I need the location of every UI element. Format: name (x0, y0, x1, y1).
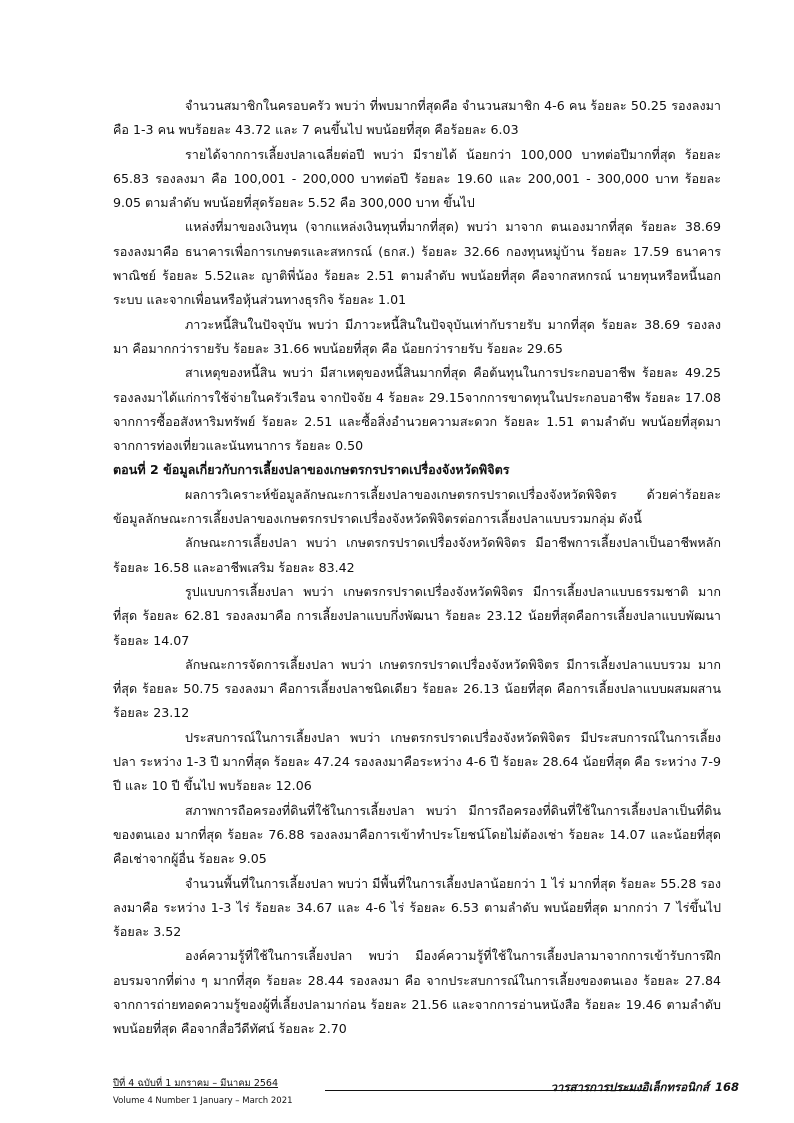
paragraph-funding-source: แหล่งที่มาของเงินทุน (จากแหล่งเงินทุนที่มากที่สุด) พบว่า มาจาก ตนเองมากที่สุด ร้อยละ 38.69 รองลงมาคือ ธนาคารเพื่อการเกษตรและสหกรณ์ (ธกส.) ร้อยละ 32.66 กองทุนหมู่บ้าน ร้อยละ 17.59 ธนาคารพาณิชย์ ร้อยละ 5.52และ ญาติพี่น้อง ร้อยละ 2.51 ตามลำดับ พบน้อยที่สุด คือจากสหกรณ์ นายทุนหรือหนี้นอกระบบ และจากเพื่อนหรือหุ้นส่วนทางธุรกิจ ร้อยละ 1.01 (113, 219, 721, 308)
section-heading: ตอนที่ 2 ข้อมูลเกี่ยวกับการเลี้ยงปลาของเกษตรกรปราดเปรื่องจังหวัดพิจิตร (113, 462, 510, 478)
paragraph-analysis-intro: ผลการวิเคราะห์ข้อมูลลักษณะการเลี้ยงปลาของเกษตรกรปราดเปรื่องจังหวัดพิจิตร ด้วยค่าร้อยละ ข้อมูลลักษณะการเลี้ยงปลาของเกษตรกรปราดเปรื่องจังหวัดพิจิตรต่อการเลี้ยงปลาแบบรวมกลุ่ม ดังนี้ (113, 486, 721, 527)
paragraph-farming-model: รูปแบบการเลี้ยงปลา พบว่า เกษตรกรปราดเปรื่องจังหวัดพิจิตร มีการเลี้ยงปลาแบบธรรมชาติ มากที่สุด ร้อยละ 62.81 รองลงมาคือ การเลี้ยงปลาแบบกึ่งพัฒนา ร้อยละ 23.12 น้อยที่สุดคือการเลี้ยงปลาแบบพัฒนา ร้อยละ 14.07 (113, 583, 721, 648)
paragraph-knowledge-source: องค์ความรู้ที่ใช้ในการเลี้ยงปลา พบว่า มีองค์ความรู้ที่ใช้ในการเลี้ยงปลามาจากการเข้ารับการฝึกอบรมจากที่ต่าง ๆ มากที่สุด ร้อยละ 28.44 รองลงมา คือ จากประสบการณ์ในการเลี้ยงของตนเอง ร้อยละ 27.84 จากการถ่ายทอดความรู้ของผู้ที่เลี้ยงปลามาก่อน ร้อยละ 21.56 และจากการอ่านหนังสือ ร้อยละ 19.46 ตามลำดับ พบน้อยที่สุด คือจากสื่อวีดีทัศน์ ร้อยละ 2.70 (113, 948, 721, 1037)
paragraph-family-members: จำนวนสมาชิกในครอบครัว พบว่า ที่พบมากที่สุดคือ จำนวนสมาชิก 4-6 คน ร้อยละ 50.25 รองลงมาคือ 1-3 คน พบร้อยละ 43.72 และ 7 คนขึ้นไป พบน้อยที่สุด คือร้อยละ 6.03 (113, 98, 721, 138)
paragraph-experience: ประสบการณ์ในการเลี้ยงปลา พบว่า เกษตรกรปราดเปรื่องจังหวัดพิจิตร มีประสบการณ์ในการเลี้ยงปลา ระหว่าง 1-3 ปี มากที่สุด ร้อยละ 47.24 รองลงมาคือระหว่าง 4-6 ปี ร้อยละ 28.64 น้อยที่สุด คือ ระหว่าง 7-9 ปี และ 10 ปี ขึ้นไป พบร้อยละ 12.06 (113, 729, 721, 794)
paragraph-farming-management: ลักษณะการจัดการเลี้ยงปลา พบว่า เกษตรกรปราดเปรื่องจังหวัดพิจิตร มีการเลี้ยงปลาแบบรวม มากที่สุด ร้อยละ 50.75 รองลงมา คือการเลี้ยงปลาชนิดเดียว ร้อยละ 26.13 น้อยที่สุด คือการเลี้ยงปลาแบบผสมผสาน ร้อยละ 23.12 (113, 656, 721, 721)
paragraph-fish-income: รายได้จากการเลี้ยงปลาเฉลี่ยต่อปี พบว่า มีรายได้ น้อยกว่า 100,000 บาทต่อปีมากที่สุด ร้อยละ 65.83 รองลงมา คือ 100,001 - 200,000 บาทต่อปี ร้อยละ 19.60 และ 200,001 - 300,000 บาท ร้อยละ 9.05 ตามลำดับ พบน้อยที่สุดร้อยละ 5.52 คือ 300,000 บาท ขึ้นไป (113, 146, 721, 211)
paragraph-current-debt: ภาวะหนี้สินในปัจจุบัน พบว่า มีภาวะหนี้สินในปัจจุบันเท่ากับรายรับ มากที่สุด ร้อยละ 38.69 รองลงมา คือมากกว่ารายรับ ร้อยละ 31.66 พบน้อยที่สุด คือ น้อยกว่ารายรับ ร้อยละ 29.65 (113, 316, 721, 356)
footer-issue-english: Volume 4 Number 1 January – March 2021 (113, 1096, 293, 1106)
paragraph-farming-type: ลักษณะการเลี้ยงปลา พบว่า เกษตรกรปราดเปรื่องจังหวัดพิจิตร มีอาชีพการเลี้ยงปลาเป็นอาชีพหลัก ร้อยละ 16.58 และอาชีพเสริม ร้อยละ 83.42 (113, 535, 721, 575)
paragraph-debt-causes: สาเหตุของหนี้สิน พบว่า มีสาเหตุของหนี้สินมากที่สุด คือต้นทุนในการประกอบอาชีพ ร้อยละ 49.25 รองลงมาได้แก่การใช้จ่ายในครัวเรือน จากปัจจัย 4 ร้อยละ 29.15จากการขาดทุนในประกอบอาชีพ ร้อยละ 17.08 จากการซื้ออสังหาริมทรัพย์ ร้อยละ 2.51 และซื้อสิ่งอำนวยความสะดวก ร้อยละ 1.51 ตามลำดับ พบน้อยที่สุดมาจากการท่องเที่ยวและนันทนาการ ร้อยละ 0.50 (113, 365, 721, 454)
footer-issue-thai: ปีที่ 4 ฉบับที่ 1 มกราคม – มีนาคม 2564 (113, 1078, 279, 1089)
paragraph-farm-area: จำนวนพื้นที่ในการเลี้ยงปลา พบว่า มีพื้นที่ในการเลี้ยงปลาน้อยกว่า 1 ไร่ มากที่สุด ร้อยละ 55.28 รองลงมาคือ ระหว่าง 1-3 ไร่ ร้อยละ 34.67 และ 4-6 ไร่ ร้อยละ 6.53 ตามลำดับ พบน้อยที่สุด มากกว่า 7 ไร่ขึ้นไป ร้อยละ 3.52 (113, 875, 721, 940)
footer-journal-name: วารสารการประมงอิเล็กทรอนิกส์ (550, 1080, 709, 1094)
page-footer (113, 1077, 739, 1117)
paragraph-land-tenure: สภาพการถือครองที่ดินที่ใช้ในการเลี้ยงปลา พบว่า มีการถือครองที่ดินที่ใช้ในการเลี้ยงปลาเป็นที่ดินของตนเอง มากที่สุด ร้อยละ 76.88 รองลงมาคือการเข้าทำประโยชน์โดยไม่ต้องเช่า ร้อยละ 14.07 และน้อยที่สุดคือเช่าจากผู้อื่น ร้อยละ 9.05 (113, 802, 721, 867)
page-number: 168 (714, 1080, 739, 1094)
footer-journal (550, 1079, 739, 1095)
article-body (113, 94, 721, 1042)
